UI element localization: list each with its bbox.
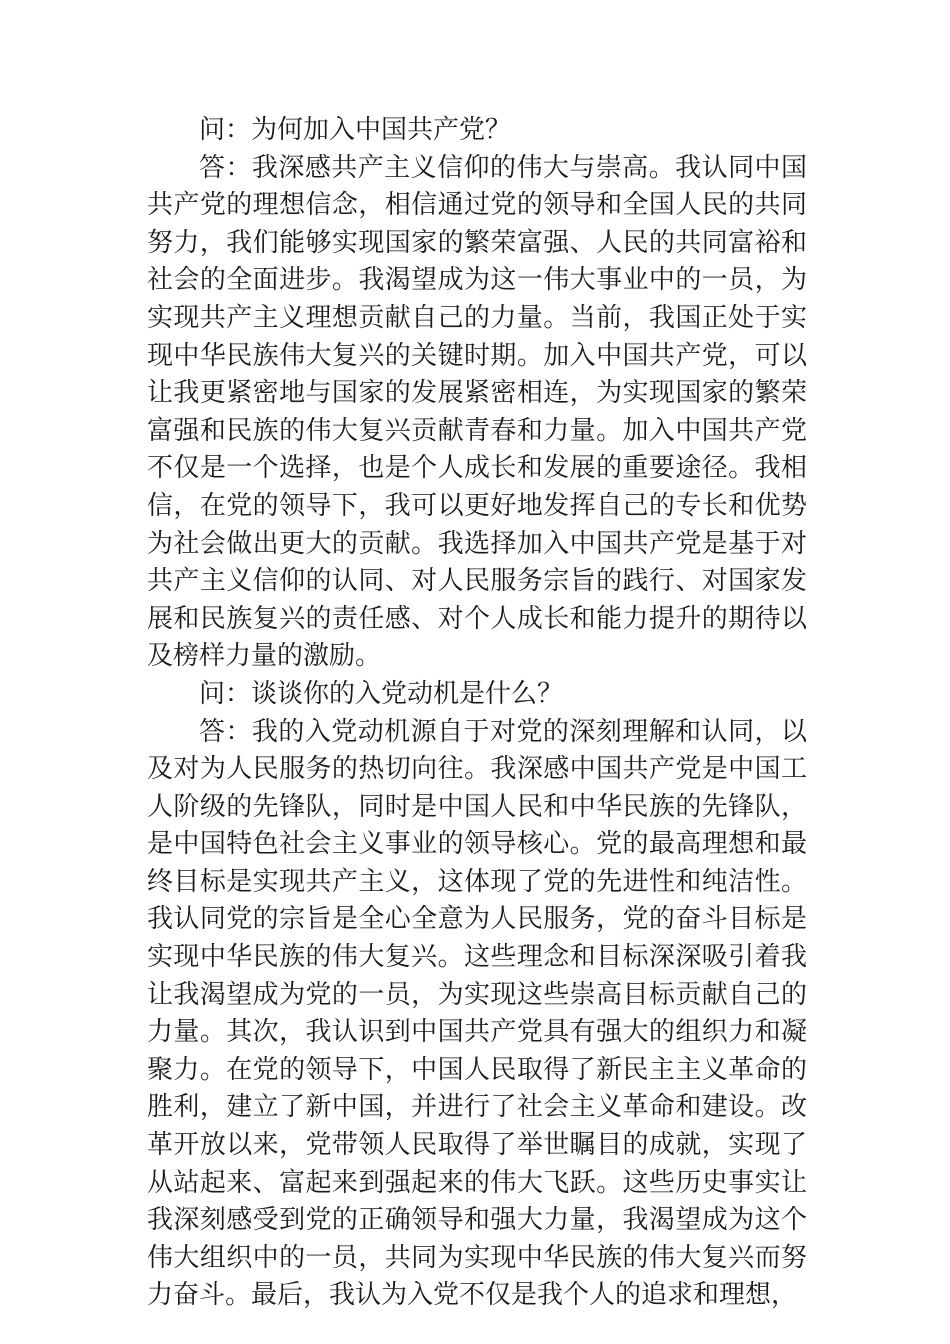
answer-2: 答：我的入党动机源自于对党的深刻理解和认同，以及对为人民服务的热切向往。我深感中国共产党是中国工人阶级的先锋队，同时是中国人民和中华民族的先锋队，是中国特色社会主义事业的领导核心。党的最高理想和最终目标是实现共产主义，这体现了党的先进性和纯洁性。我认同党的宗旨是全心全意为人民服务，党的奋斗目标是实现中华民族的伟大复兴。这些理念和目标深深吸引着我让我渴望成为党的一员，为实现这些崇高目标贡献自己的力量。其次，我认识到中国共产党具有强大的组织力和凝聚力。在党的领导下，中国人民取得了新民主主义革命的胜利，建立了新中国，并进行了社会主义革命和建设。改革开放以来，党带领人民取得了举世瞩目的成就，实现了从站起来、富起来到强起来的伟大飞跃。这些历史事实让我深刻感受到党的正确领导和强大力量，我渴望成为这个伟大组织中的一员，共同为实现中华民族的伟大复兴而努力奋斗。最后，我认为入党不仅是我个人的追求和理想， xyxy=(147,716,807,1311)
answer-1: 答：我深感共产主义信仰的伟大与崇高。我认同中国共产党的理想信念，相信通过党的领导和全国人民的共同努力，我们能够实现国家的繁荣富强、人民的共同富裕和社会的全面进步。我渴望成为这一伟大事业中的一员，为实现共产主义理想贡献自己的力量。当前，我国正处于实现中华民族伟大复兴的关键时期。加入中国共产党，可以让我更紧密地与国家的发展紧密相连，为实现国家的繁荣富强和民族的伟大复兴贡献青春和力量。加入中国共产党不仅是一个选择，也是个人成长和发展的重要途径。我相信，在党的领导下，我可以更好地发挥自己的专长和优势为社会做出更大的贡献。我选择加入中国共产党是基于对共产主义信仰的认同、对人民服务宗旨的践行、对国家发展和民族复兴的责任感、对个人成长和能力提升的期待以及榜样力量的激励。 xyxy=(147,152,807,672)
question-1: 问：为何加入中国共产党？ xyxy=(199,115,512,145)
document-body xyxy=(147,112,807,1315)
question-2: 问：谈谈你的入党动机是什么？ xyxy=(199,678,564,709)
